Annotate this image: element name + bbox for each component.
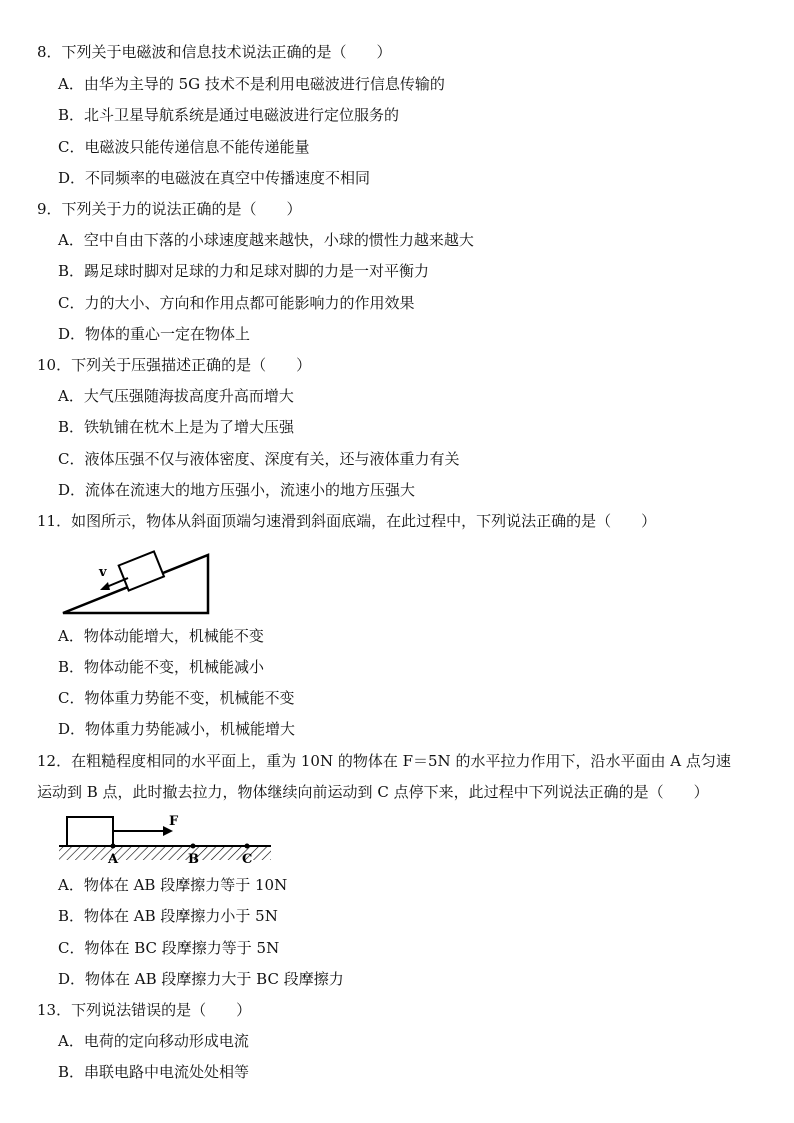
question-11-option-b: B．物体动能不变，机械能减小: [58, 658, 265, 676]
velocity-label: v: [99, 565, 107, 580]
question-13-option-a: A．电荷的定向移动形成电流: [58, 1032, 249, 1050]
question-13-option-b: B．串联电路中电流处处相等: [58, 1063, 250, 1081]
question-11-stem: 11．如图所示，物体从斜面顶端匀速滑到斜面底端，在此过程中，下列说法正确的是（ ）: [37, 512, 657, 530]
question-12-option-c: C．物体在 BC 段摩擦力等于 5N: [58, 939, 280, 957]
block: [67, 817, 113, 846]
question-10-stem: 10．下列关于压强描述正确的是（ ）: [37, 356, 312, 374]
question-12-option-a: A．物体在 AB 段摩擦力等于 10N: [58, 876, 288, 894]
sliding-block: [119, 551, 164, 590]
label-a: A: [108, 852, 119, 867]
question-12-stem-line2: 运动到 B 点，此时撤去拉力，物体继续向前运动到 C 点停下来，此过程中下列说法正确的是（ ）: [37, 783, 709, 801]
question-10-option-b: B．铁轨铺在枕木上是为了增大压强: [58, 418, 295, 436]
velocity-arrowhead: [100, 582, 110, 590]
question-9-stem: 9．下列关于力的说法正确的是（ ）: [37, 200, 302, 218]
label-b: B: [188, 852, 199, 867]
point-c: [245, 844, 250, 849]
question-11-option-a: A．物体动能增大，机械能不变: [58, 627, 264, 645]
question-10-option-a: A．大气压强随海拔高度升高而增大: [58, 387, 294, 405]
inclined-plane-figure: [58, 540, 213, 618]
question-12-option-b: B．物体在 AB 段摩擦力小于 5N: [58, 907, 278, 925]
question-8-option-a: A．由华为主导的 5G 技术不是利用电磁波进行信息传输的: [58, 75, 445, 93]
question-11-option-d: D．物体重力势能减小，机械能增大: [58, 720, 296, 738]
point-b: [191, 844, 196, 849]
question-12-stem-line1: 12．在粗糙程度相同的水平面上，重为 10N 的物体在 F＝5N 的水平拉力作用下，沿水平面由 A 点匀速: [37, 752, 731, 770]
point-a: [111, 844, 116, 849]
question-8-option-c: C．电磁波只能传递信息不能传递能量: [58, 138, 310, 156]
question-9-option-b: B．踢足球时脚对足球的力和足球对脚的力是一对平衡力: [58, 262, 430, 280]
force-label: F: [169, 814, 179, 829]
question-9-option-d: D．物体的重心一定在物体上: [58, 325, 251, 343]
label-c: C: [242, 852, 253, 867]
question-10-option-c: C．液体压强不仅与液体密度、深度有关，还与液体重力有关: [58, 450, 460, 468]
horizontal-surface-figure: [57, 810, 273, 868]
ground-hatching: [59, 846, 271, 860]
question-9-option-c: C．力的大小、方向和作用点都可能影响力的作用效果: [58, 294, 415, 312]
question-13-stem: 13．下列说法错误的是（ ）: [37, 1001, 252, 1019]
question-8-stem: 8．下列关于电磁波和信息技术说法正确的是（ ）: [37, 43, 392, 61]
question-8-option-b: B．北斗卫星导航系统是通过电磁波进行定位服务的: [58, 106, 400, 124]
question-10-option-d: D．流体在流速大的地方压强小，流速小的地方压强大: [58, 481, 416, 499]
question-11-option-c: C．物体重力势能不变，机械能不变: [58, 689, 295, 707]
question-8-option-d: D．不同频率的电磁波在真空中传播速度不相同: [58, 169, 371, 187]
question-9-option-a: A．空中自由下落的小球速度越来越快，小球的惯性力越来越大: [58, 231, 474, 249]
question-12-option-d: D．物体在 AB 段摩擦力大于 BC 段摩擦力: [58, 970, 344, 988]
